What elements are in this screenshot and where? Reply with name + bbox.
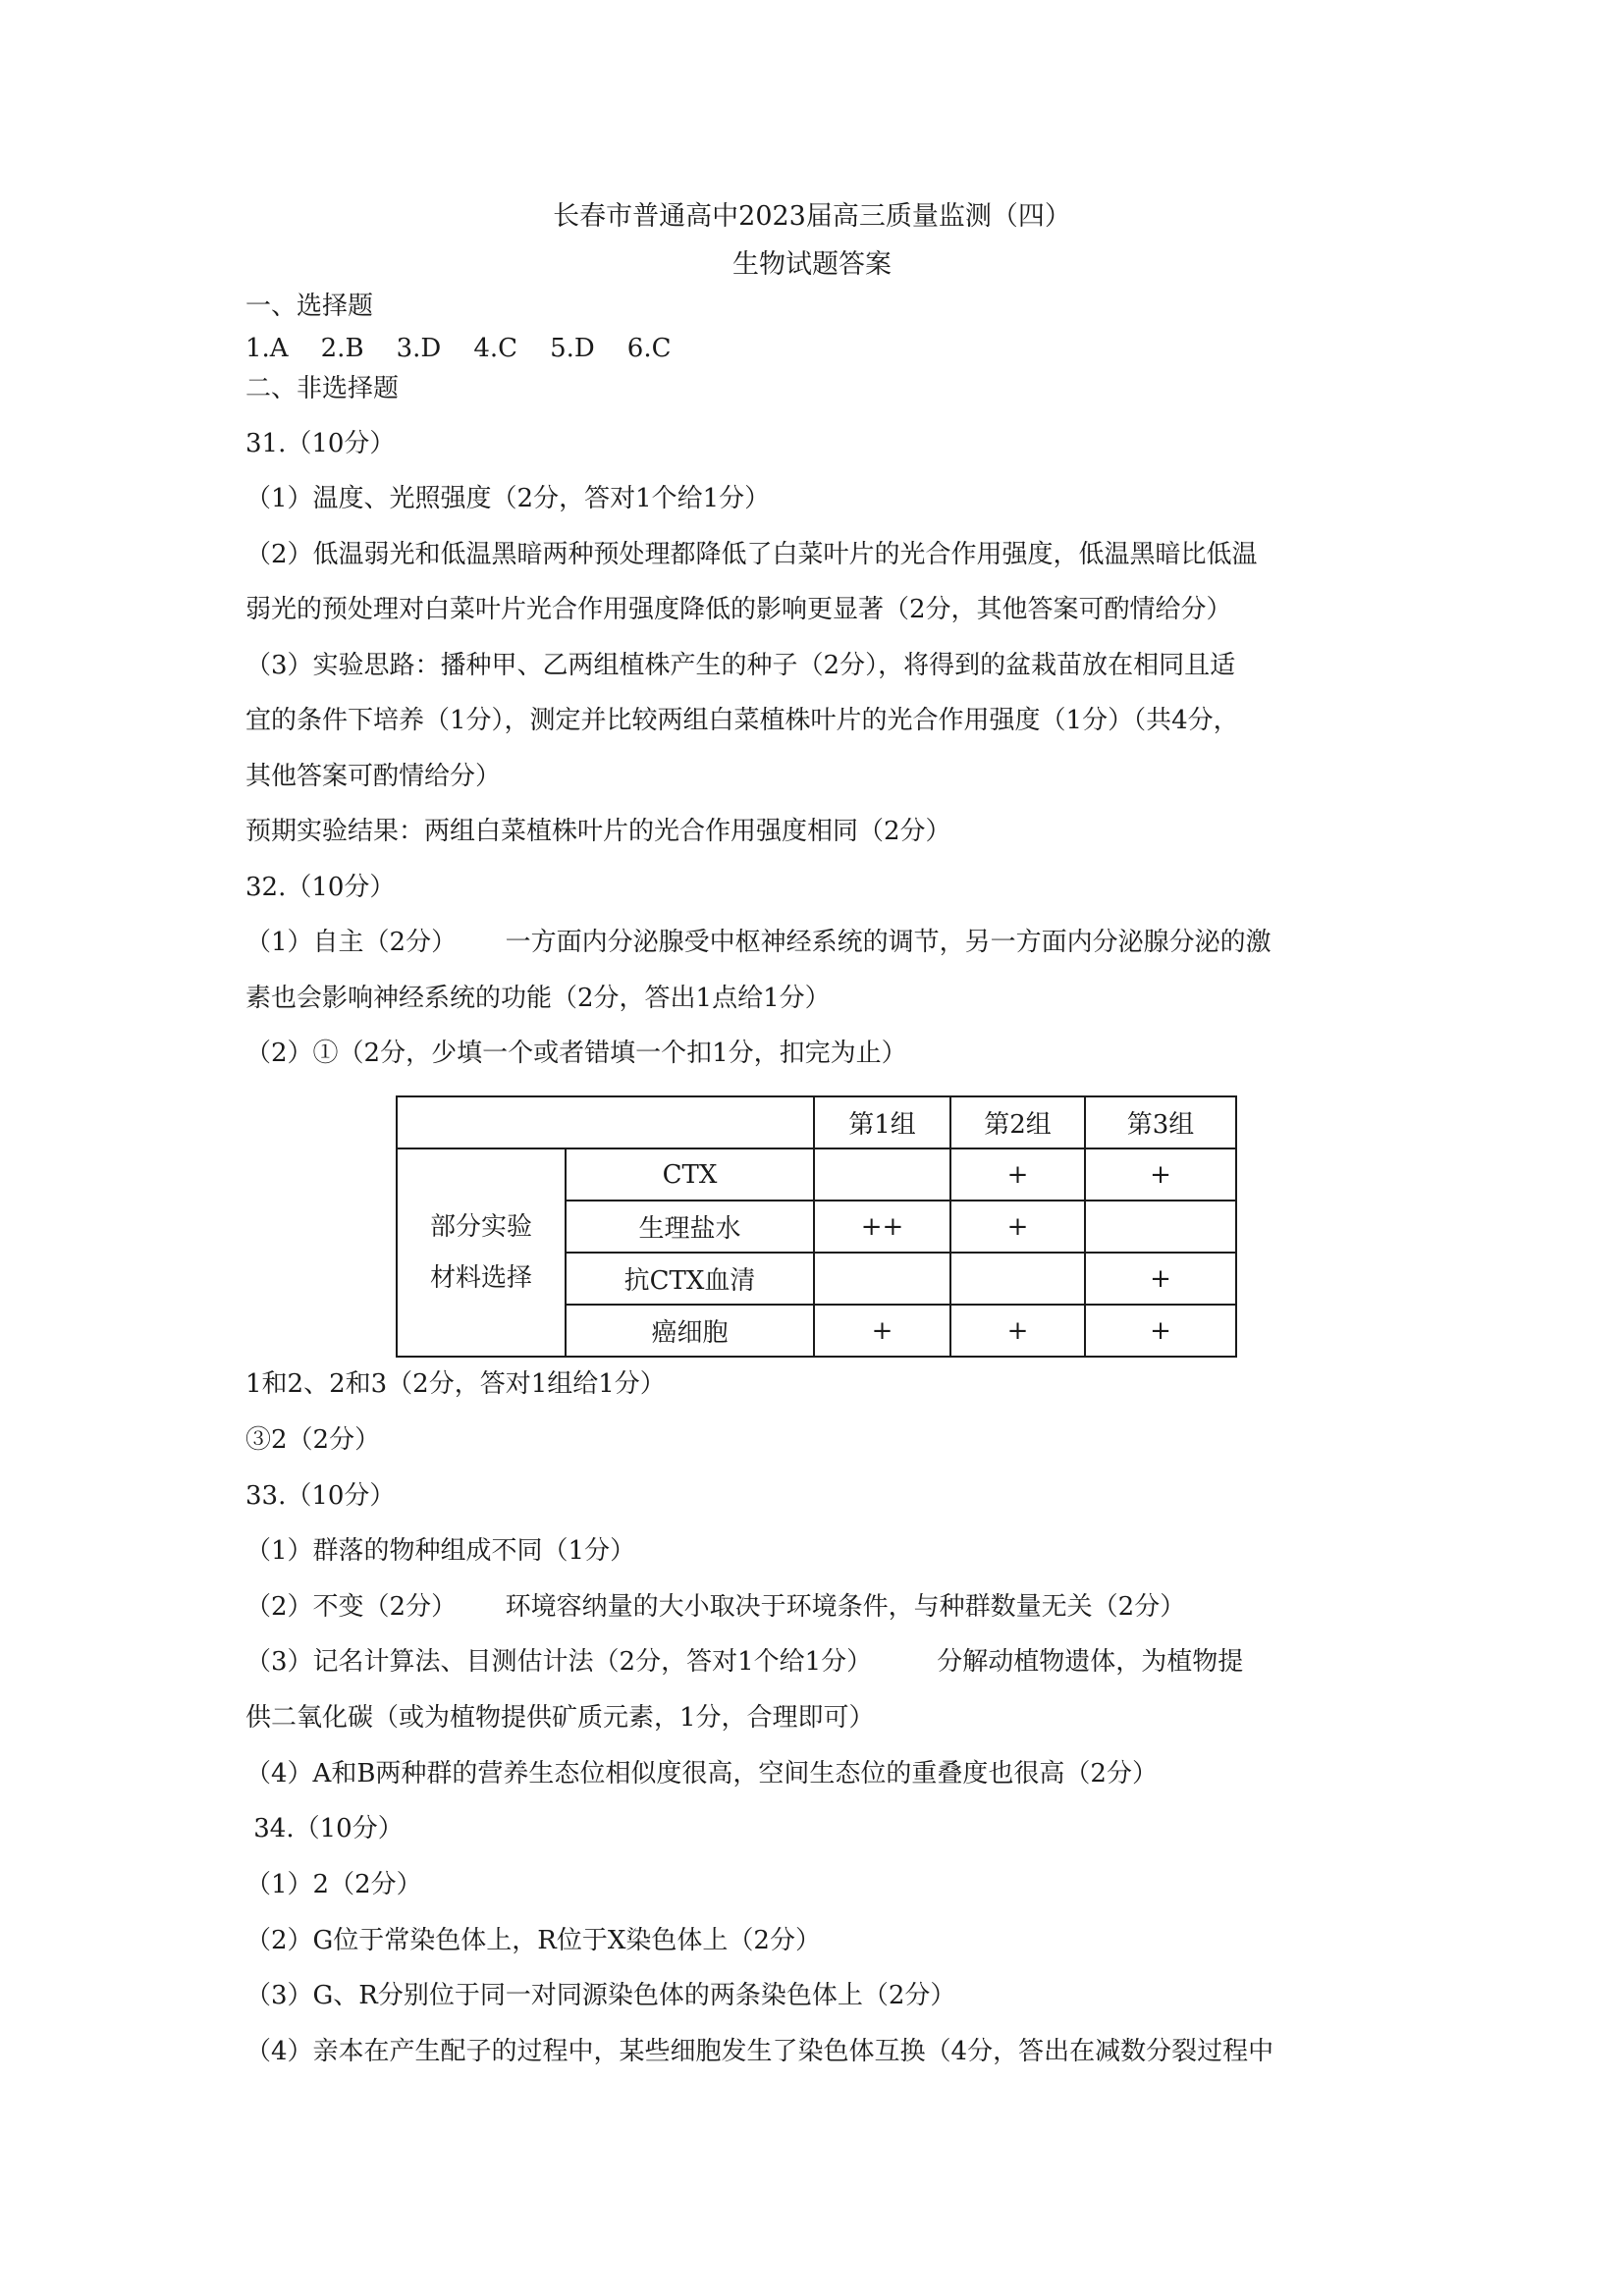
q34-part4: （4）亲本在产生配子的过程中，某些细胞发生了染色体互换（4分，答出在减数分裂过程中 (245, 2037, 1274, 2066)
table-cell (1085, 1201, 1236, 1253)
table-header-cell: 第2组 (950, 1096, 1085, 1148)
q33-part3-line1: （3）记名计算法、目测估计法（2分，答对1个给1分） 分解动植物遗体，为植物提 (245, 1647, 1244, 1677)
q32-part2: （2）①（2分，少填一个或者错填一个扣1分，扣完为止） (245, 1039, 907, 1068)
q32-part3-answer: ③2（2分） (245, 1425, 381, 1455)
q33-heading: 33.（10分） (245, 1481, 396, 1511)
q32-heading: 32.（10分） (245, 873, 396, 902)
q33-part1: （1）群落的物种组成不同（1分） (245, 1536, 636, 1566)
table-cell: ++ (814, 1201, 950, 1253)
table-cell: + (1085, 1148, 1236, 1201)
q31-part3-line2: 宜的条件下培养（1分），测定并比较两组白菜植株叶片的光合作用强度（1分）（共4分， (245, 706, 1239, 735)
table-row-label: 癌细胞 (566, 1305, 814, 1357)
q31-heading: 31.（10分） (245, 429, 396, 458)
section-heading-nonchoice: 二、非选择题 (245, 374, 400, 403)
table-header-cell: 第3组 (1085, 1096, 1236, 1148)
q34-part3: （3）G、R分别位于同一对同源染色体的两条染色体上（2分） (245, 1981, 956, 2010)
table-cell: + (950, 1305, 1085, 1357)
table-cell: + (950, 1148, 1085, 1201)
table-group-label (397, 1148, 566, 1357)
q33-part3-line2: 供二氧化碳（或为植物提供矿质元素，1分，合理即可） (245, 1703, 875, 1733)
q31-part1: （1）温度、光照强度（2分，答对1个给1分） (245, 484, 771, 513)
table-cell: + (1085, 1305, 1236, 1357)
q32-part2-answer: 1和2、2和3（2分，答对1组给1分） (245, 1369, 666, 1399)
page-subtitle: 生物试题答案 (732, 249, 892, 280)
table-row-label: CTX (566, 1148, 814, 1201)
q33-part2: （2）不变（2分） 环境容纳量的大小取决于环境条件，与种群数量无关（2分） (245, 1592, 1186, 1622)
table-cell (814, 1148, 950, 1201)
table-cell: + (950, 1201, 1085, 1253)
q31-part2-line2: 弱光的预处理对白菜叶片光合作用强度降低的影响更显著（2分，其他答案可酌情给分） (245, 595, 1232, 624)
table-header-cell: 第1组 (814, 1096, 950, 1148)
table-header-row (397, 1096, 1236, 1148)
q34-part1: （1）2（2分） (245, 1870, 422, 1899)
experiment-table (396, 1095, 1237, 1358)
q31-part3-line3: 其他答案可酌情给分） (245, 762, 502, 791)
section-heading-choice: 一、选择题 (245, 292, 374, 321)
group-label-line: 部分实验 (429, 1212, 532, 1242)
table-row-label: 抗CTX血清 (566, 1253, 814, 1305)
q34-heading: 34.（10分） (245, 1814, 404, 1843)
q32-part1-line2: 素也会影响神经系统的功能（2分，答出1点给1分） (245, 984, 831, 1013)
choice-answers: 1.A 2.B 3.D 4.C 5.D 6.C (245, 334, 672, 363)
table-row (397, 1148, 1236, 1201)
table-cell: + (814, 1305, 950, 1357)
table-cell (950, 1253, 1085, 1305)
q31-expected-result: 预期实验结果：两组白菜植株叶片的光合作用强度相同（2分） (245, 817, 951, 846)
q34-part2: （2）G位于常染色体上，R位于X染色体上（2分） (245, 1926, 821, 1955)
q33-part4: （4）A和B两种群的营养生态位相似度很高，空间生态位的重叠度也很高（2分） (245, 1759, 1158, 1789)
q32-part1-line1: （1）自主（2分） 一方面内分泌腺受中枢神经系统的调节，另一方面内分泌腺分泌的激 (245, 928, 1272, 957)
group-label-line: 材料选择 (429, 1263, 532, 1293)
table-cell (814, 1253, 950, 1305)
table-header-blank (397, 1096, 814, 1148)
q31-part2-line1: （2）低温弱光和低温黑暗两种预处理都降低了白菜叶片的光合作用强度，低温黑暗比低温 (245, 540, 1258, 569)
q31-part3-line1: （3）实验思路：播种甲、乙两组植株产生的种子（2分），将得到的盆栽苗放在相同且适 (245, 651, 1236, 680)
page-title: 长春市普通高中2023届高三质量监测（四） (553, 201, 1071, 232)
table-cell: + (1085, 1253, 1236, 1305)
table-row-label: 生理盐水 (566, 1201, 814, 1253)
